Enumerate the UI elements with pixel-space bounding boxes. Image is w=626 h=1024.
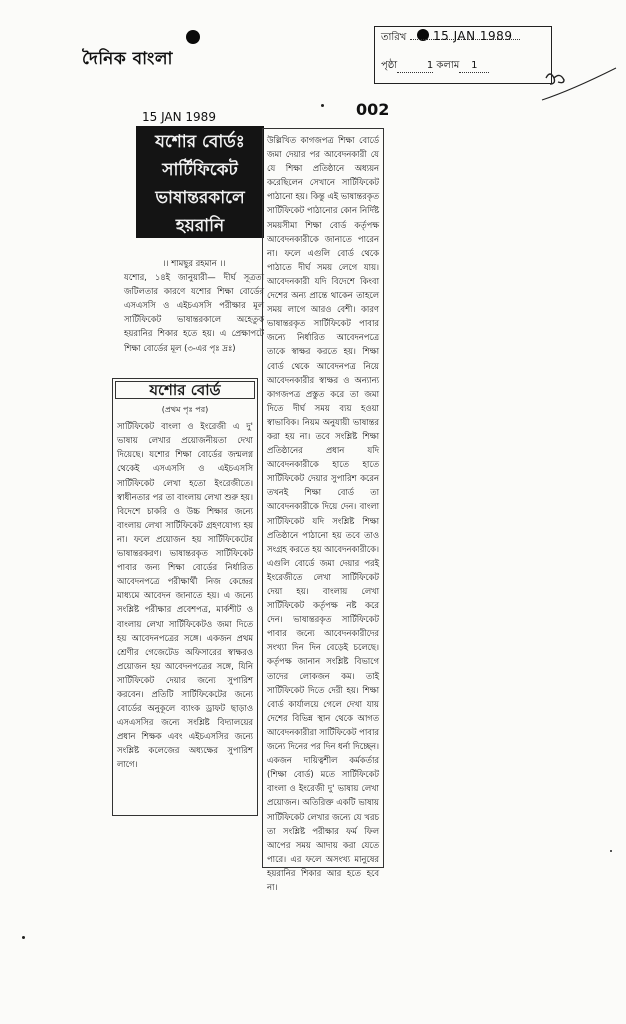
article-column-3 — [262, 128, 384, 892]
page-number: 002 — [356, 100, 390, 119]
continuation-reference: (প্রথম পৃঃ পর) — [161, 405, 209, 415]
continuation-column — [112, 378, 258, 816]
scan-speck — [610, 850, 612, 852]
byline: ।। শামছুর রহমান ।। — [162, 258, 226, 268]
archive-stamp — [374, 26, 552, 84]
column-3-paragraph: উল্লিখিত কাগজপত্র শিক্ষা বোর্ডে জমা দেয়ার পর আবেদনকারী যে যে শিক্ষা প্রতিষ্ঠানে অধ্যয়ন করেছিলেন সেখানে সার্টিফিকেট পাঠানো হয়। কিন্তু এই ভাষান্তরকৃত সার্টিফিকেট পাঠানোর কোন নির্দিষ্ট সময়সীমা শিক্ষা বোর্ড কর্তৃপক্ষ আবেদনকারীকে জানাতে পারেন না। ফলে এগুলি বোর্ড থেকে পাঠাতে দীর্ঘ সময় লেগে যায়। আবেদনকারী যদি বিদেশে কিংবা দেশের অন্য প্রান্তে থাকেন তাহলে সময় লাগে আরও বেশী। কারণ ভাষান্তরকৃত সার্টিফিকেট পাবার জন্যে নির্ধারিত আবেদনপত্রে তাকে স্বাক্ষর করতে হয়। শিক্ষা বোর্ড থেকে আবেদনপত্র নিয়ে আবেদনকারীর স্বাক্ষর ও অন্যান্য কাগজপত্র প্রস্তুত করে তা জমা দিতে দীর্ঘ সময় ব্যয় হওয়া স্বাভাবিক। নিয়ম অনুযায়ী ভাষান্তর করা হয় না। তবে সংশ্লিষ্ট শিক্ষা প্রতিষ্ঠানের প্রধান যদি আবেদনকারীকে হাতে হাতে সার্টিফিকেট দেয়ার সুপারিশ করেন তখনই শিক্ষা বোর্ড তা আবেদনকারীকে দিয়ে দেন। বাংলা সার্টিফিকেট যদি সংশ্লিষ্ট শিক্ষা প্রতিষ্ঠানে পাঠানো হয় তবে তাও সংগ্রহ করতে হয় আবেদনকারীকে। এগুলি বোর্ডে জমা দেয়ার পরই ইংরেজীতে লেখা সার্টিফিকেট দেয়া হয়। বাংলায় লেখা সার্টিফিকেট কর্তৃপক্ষ নষ্ট করে দেন। ভাষান্তরকৃত সার্টিফিকেট পাবার জন্যে আবেদনকারীদের সংখ্যা দিন দিন বেড়েই চলেছে। কর্তৃপক্ষ জানান সংশ্লিষ্ট বিভাগে তাদের লোকজন কম। তাই সার্টিফিকেট দিতে দেরী হয়। শিক্ষা বোর্ড কার্যালয়ে গেলে দেখা যায় দেশের বিভিন্ন স্থান থেকে আগত আবেদনকারীরা সার্টিফিকেট পাবার জন্যে দিনের পর দিন ধর্না দিচ্ছেন। একজন দায়িত্বশীল কর্মকর্তার (শিক্ষা বোর্ড) মতে সার্টিফিকেট বাংলা ও ইংরেজী দু' ভাষায় লেখা প্রয়োজন। অতিরিক্ত একটি ভাষায় সার্টিফিকেট লেখার জন্যে যে খরচ তা সংশ্লিষ্ট পরীক্ষার ফর্ম ফিল আপের সময় আদায় করা যেতে পারে। এর ফলে অসংখ্য মানুষের হয়রানির শিকার আর হতে হবে না। — [267, 135, 379, 892]
stamp-date-label: তারিখ — [381, 32, 407, 43]
continuation-paragraph: সার্টিফিকেট বাংলা ও ইংরেজী এ দু' ভাষায় লেখার প্রয়োজনীয়তা দেখা দিয়েছে। যশোর শিক্ষা বোর্ডের জন্মলগ্ন থেকেই এসএসসি ও এইচএসসি সার্টিফিকেট লেখা হতো ইংরেজীতে। স্বাধীনতার পর তা বাংলায় লেখা শুরু হয়। বিদেশে চাকরি ও উচ্চ শিক্ষার জন্যে বাংলায় লেখা সার্টিফিকেট গ্রহণযোগ্য হয় না। ফলে প্রয়োজন হয় সার্টিফিকেটের ভাষান্তরকরণ। ভাষান্তরকৃত সার্টিফিকেট পাবার জন্য শিক্ষা বোর্ডের নির্ধারিত আবেদনপত্রে পরীক্ষার্থী নিজ কেন্দ্রের মাধ্যমে আবেদন জানাতে হয়। এ জন্যে সংশ্লিষ্ট পরীক্ষার প্রবেশপত্র, মার্কশীট ও বাংলায় লেখা সার্টিফিকেটও জমা দিতে হয় আবেদনপত্রের সঙ্গে। একজন প্রথম শ্রেণীর গেজেটেড অফিসারের স্বাক্ষরও প্রয়োজন হয় আবেদনপত্রের সঙ্গে, যিনি সার্টিফিকেট দেয়ার জন্যে সুপারিশ করবেন। প্রতিটি সার্টিফিকেটের জন্যে বোর্ডের অনুকূলে ব্যাংক ড্রাফট ছাড়াও এসএসসির জন্যে সংশ্লিষ্ট বিদ্যালয়ের প্রধান শিক্ষক এবং এইচএসসির জন্যে সংশ্লিষ্ট কলেজের অধ্যক্ষের সুপারিশ লাগে। — [117, 421, 253, 770]
scan-speck — [321, 104, 324, 107]
stamp-date-value: 15 JAN 1989 — [433, 29, 513, 43]
scan-speck — [22, 936, 25, 939]
stamp-column-label: কলাম — [436, 60, 460, 71]
stamp-page-label: পৃষ্ঠা — [381, 60, 398, 71]
headline-line: সার্টিফিকেট — [162, 160, 238, 180]
headline-line: হয়রানি — [175, 216, 225, 236]
handwritten-signature-mark — [540, 64, 620, 104]
continuation-heading: যশোর বোর্ড — [115, 381, 255, 399]
lead-paragraph: যশোর, ১৪ই জানুয়ারী— দীর্ঘ সূত্রতা জটিলতার কারণে যশোর শিক্ষা বোর্ডের এসএসসি ও এইচএসসি পরীক্ষার মূল সার্টিফিকেট ভাষান্তরকালে অহেতুক হয়রানির শিকার হতে হয়। এ প্রেক্ষাপটে শিক্ষা বোর্ডের মূল (৩-এর পৃঃ দ্রঃ) — [124, 272, 264, 353]
clipping-date: 15 JAN 1989 — [142, 110, 216, 124]
article-lead-column — [124, 256, 264, 355]
stamp-page-value: 1 — [426, 60, 434, 71]
headline-line: ভাষান্তরকালে — [155, 188, 245, 208]
stamp-column-value: 1 — [471, 60, 478, 71]
article-headline — [136, 126, 264, 238]
stamp-page-row — [381, 59, 489, 73]
headline-line: যশোর বোর্ডঃ — [155, 132, 245, 152]
punch-hole-mark — [186, 30, 200, 44]
newspaper-masthead: দৈনিক বাংলা — [82, 49, 173, 69]
